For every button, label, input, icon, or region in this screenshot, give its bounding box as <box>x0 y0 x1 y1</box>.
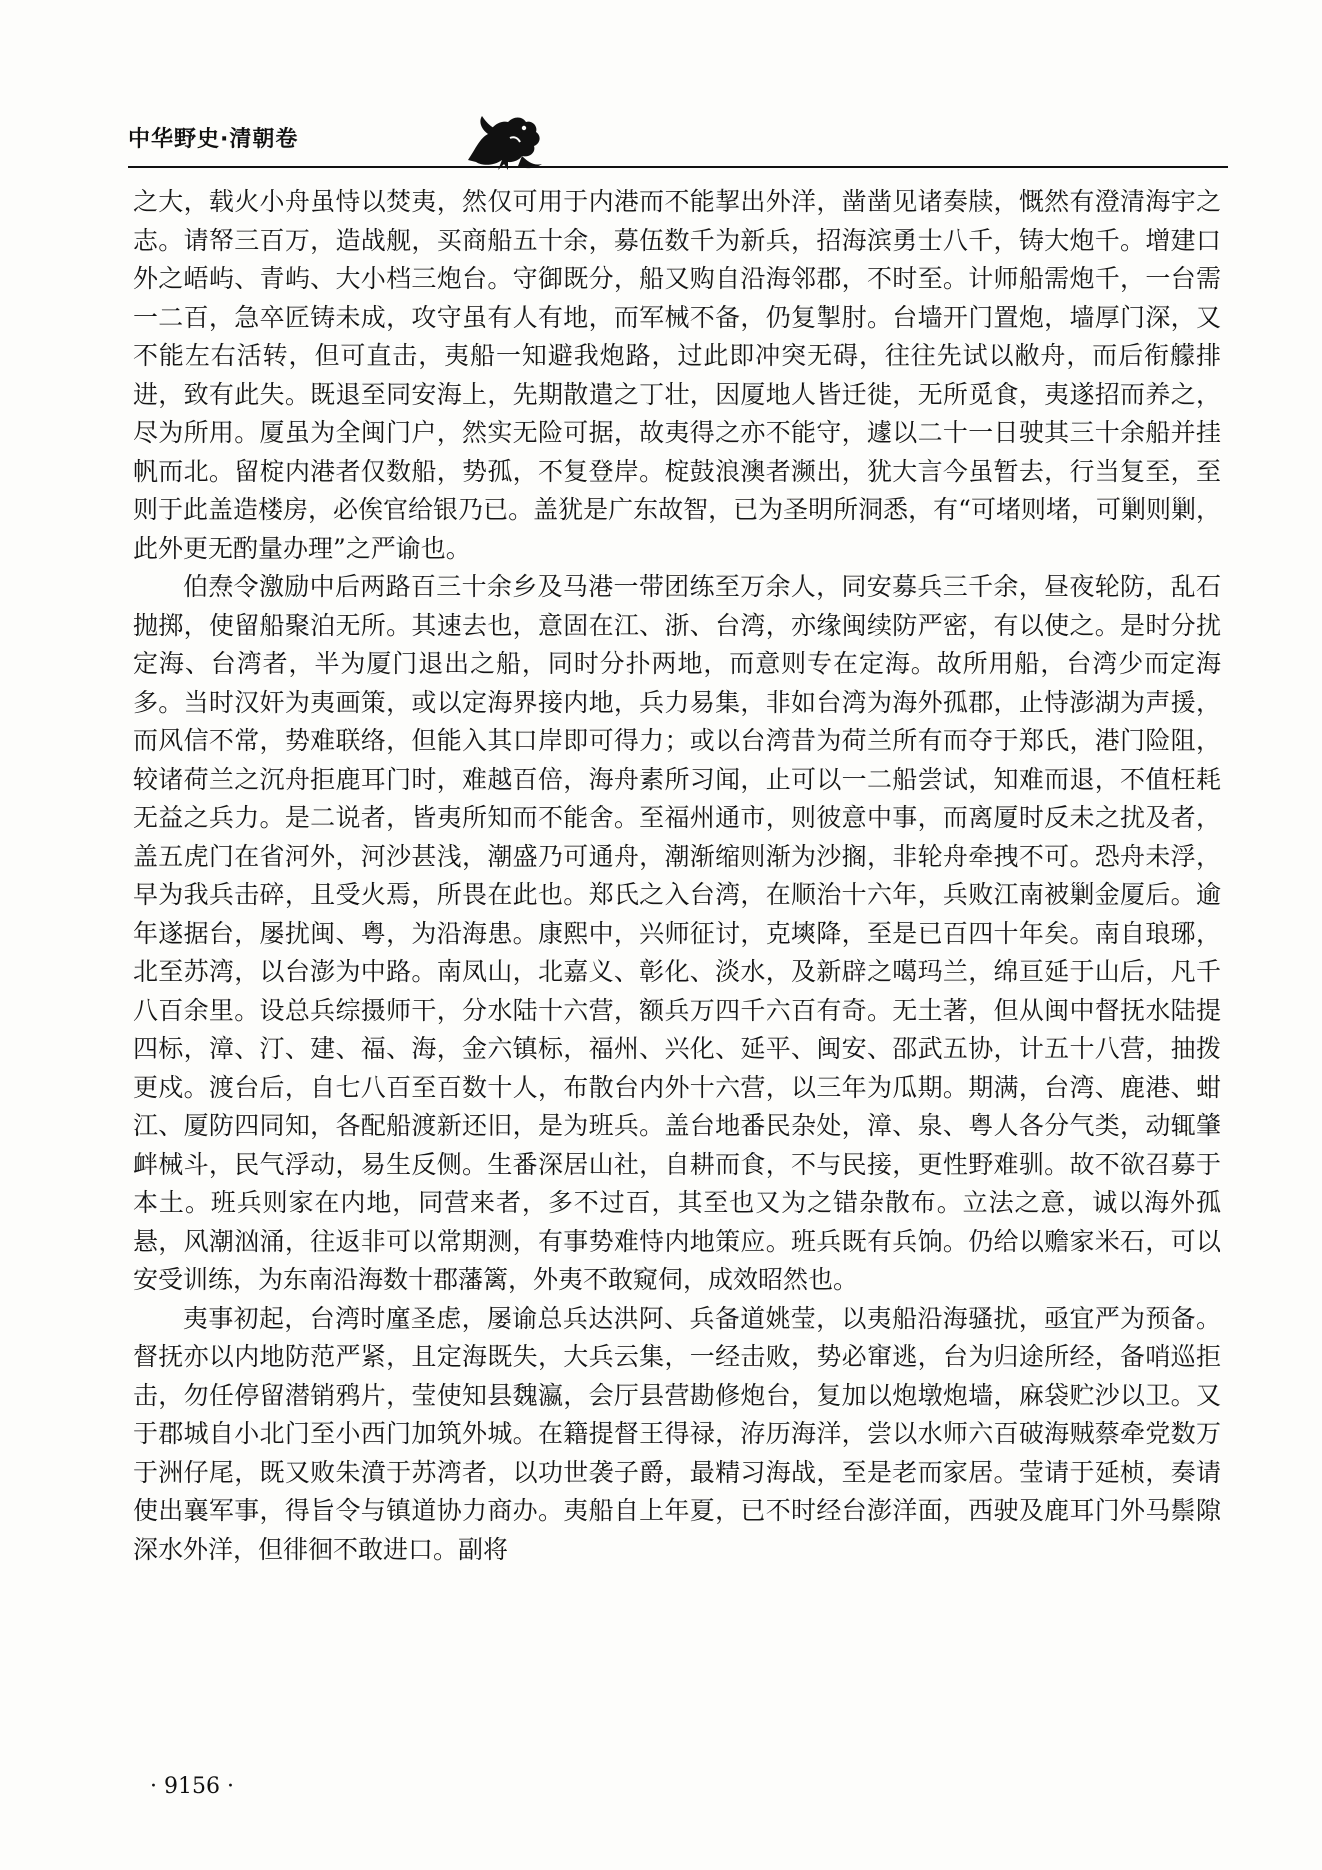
paragraph: 之大，载火小舟虽恃以焚夷，然仅可用于内港而不能挈出外洋，凿凿见诸奏牍，慨然有澄清海宇之志。请帑三百万，造战舰，买商船五十余，募伍数千为新兵，招海滨勇士八千，铸大炮千。增建口外之峿屿、青屿、大小档三炮台。守御既分，船又购自沿海邻郡，不时至。计师船需炮千，一台需一二百，急卒匠铸未成，攻守虽有人有地，而军械不备，仍复掣肘。台墙开门置炮，墙厚门深，又不能左右活转，但可直击，夷船一知避我炮路，过此即冲突无碍，往往先试以敝舟，而后衔艨排进，致有此失。既退至同安海上，先期散遣之丁壮，因厦地人皆迁徙，无所觅食，夷遂招而养之，尽为所用。厦虽为全闽门户，然实无险可据，故夷得之亦不能守，遽以二十一日驶其三十余船并挂帆而北。留椗内港者仅数船，势孤，不复登岸。椗鼓浪澳者濒出，犹大言今虽暂去，行当复至，至则于此盖造楼房，必俟官给银乃已。盖犹是广东故智，已为圣明所洞悉，有“可堵则堵，可剿则剿，此外更无酌量办理”之严谕也。 <box>133 187 1221 563</box>
header-divider <box>128 166 1228 168</box>
paragraph: 夷事初起，台湾时廑圣虑，屡谕总兵达洪阿、兵备道姚莹，以夷船沿海骚扰，亟宜严为预备。督抚亦以内地防范严紧，且定海既失，大兵云集，一经击败，势必窜逃，台为归途所经，备哨巡拒击，勿任停留潜销鸦片，莹使知县魏瀛，会厅县营勘修炮台，复加以炮墩炮墙，麻袋贮沙以卫。又于郡城自小北门至小西门加筑外城。在籍提督王得禄，洊历海洋，尝以水师六百破海贼蔡牵党数万于洲仔尾，既又败朱濆于苏湾者，以功世袭子爵，最精习海战，至是老而家居。莹请于延桢，奏请使出襄军事，得旨令与镇道协力商办。夷船自上年夏，已不时经台澎洋面，西驶及鹿耳门外马鬃隙深水外洋，但徘徊不敢进口。副将 <box>133 1303 1221 1564</box>
dragon-emblem-icon <box>458 108 548 172</box>
paragraph: 伯焘令激励中后两路百三十余乡及马港一带团练至万余人，同安募兵三千余，昼夜轮防，乱石抛掷，使留船聚泊无所。其速去也，意固在江、浙、台湾，亦缘闽续防严密，有以使之。是时分扰定海、台湾者，半为厦门退出之船，同时分扑两地，而意则专在定海。故所用船，台湾少而定海多。当时汉奸为夷画策，或以定海界接内地，兵力易集，非如台湾为海外孤郡，止恃澎湖为声援，而风信不常，势难联络，但能入其口岸即可得力；或以台湾昔为荷兰所有而夺于郑氏，港门险阻，较诸荷兰之沉舟拒鹿耳门时，难越百倍，海舟素所习闻，止可以一二船尝试，知难而退，不值枉耗无益之兵力。是二说者，皆夷所知而不能舍。至福州通市，则彼意中事，而离厦时反未之扰及者，盖五虎门在省河外，河沙甚浅，潮盛乃可通舟，潮渐缩则渐为沙搁，非轮舟牵拽不可。恐舟未浮，早为我兵击碎，且受火焉，所畏在此也。郑氏之入台湾，在顺治十六年，兵败江南被剿金厦后。逾年遂据台，屡扰闽、粤，为沿海患。康熙中，兴师征讨，克塽降，至是已百四十年矣。南自琅琊，北至苏湾，以台澎为中路。南凤山，北嘉义、彰化、淡水，及新辟之噶玛兰，绵亘延于山后，凡千八百余里。设总兵综摄师干，分水陆十六营，额兵万四千六百有奇。无土著，但从闽中督抚水陆提四标，漳、汀、建、福、海，金六镇标，福州、兴化、延平、闽安、邵武五协，计五十八营，抽拨更戍。渡台后，自七八百至百数十人，布散台内外十六营，以三年为瓜期。期满，台湾、鹿港、蚶江、厦防四同知，各配船渡新还旧，是为班兵。盖台地番民杂处，漳、泉、粤人各分气类，动辄肇衅械斗，民气浮动，易生反侧。生番深居山社，自耕而食，不与民接，更性野难驯。故不欲召募于本土。班兵则家在内地，同营来者，多不过百，其至也又为之错杂散布。立法之意，诚以海外孤悬，风潮汹涌，往返非可以常期测，有事势难恃内地策应。班兵既有兵饷。仍给以赡家米石，可以安受训练，为东南沿海数十郡藩篱，外夷不敢窥伺，成效昭然也。 <box>133 572 1221 1294</box>
book-title: 中华野史·清朝卷 <box>128 127 299 152</box>
body-text <box>133 183 1221 1569</box>
page-number: · 9156 · <box>150 1774 234 1799</box>
running-header <box>128 108 1228 178</box>
